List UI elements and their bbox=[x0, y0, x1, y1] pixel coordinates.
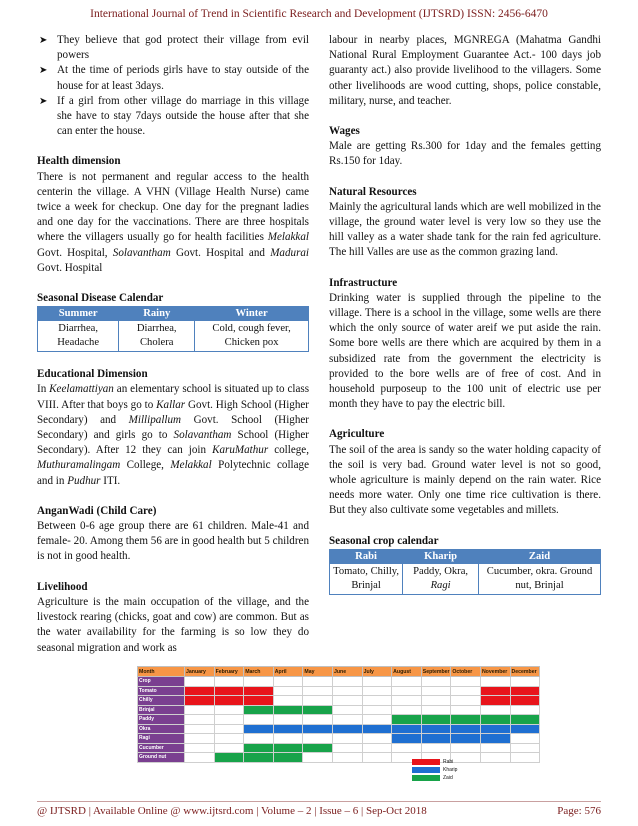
chart-cell bbox=[332, 715, 362, 725]
chart-cell bbox=[244, 753, 274, 763]
chart-row bbox=[138, 686, 540, 696]
chart-cell bbox=[480, 743, 510, 753]
chart-cell bbox=[392, 743, 422, 753]
chart-cell bbox=[332, 677, 362, 687]
chart-cell bbox=[362, 743, 392, 753]
legend-swatch bbox=[412, 775, 440, 781]
legend-swatch bbox=[412, 767, 440, 773]
agriculture-heading: Agriculture bbox=[329, 428, 385, 441]
chart-legend bbox=[412, 758, 457, 782]
chart-month-header: October bbox=[451, 667, 481, 677]
chart-month-header: March bbox=[244, 667, 274, 677]
chart-cell bbox=[510, 743, 540, 753]
page-footer bbox=[37, 801, 601, 817]
legend-item bbox=[412, 774, 457, 782]
list-item: ➤ If a girl from other village do marriage in this village she have to stay 7days outside the house after that she can enter the house. bbox=[39, 94, 309, 138]
chart-cell bbox=[332, 743, 362, 753]
chart-cell bbox=[451, 705, 481, 715]
legend-swatch bbox=[412, 759, 440, 765]
chart-row bbox=[138, 734, 540, 744]
table-cell: Paddy, Okra, Ragi bbox=[403, 563, 479, 594]
legend-label: Kharip bbox=[443, 767, 458, 773]
chart-cell bbox=[421, 724, 451, 734]
chart-cell bbox=[244, 705, 274, 715]
chart-cell bbox=[421, 715, 451, 725]
chart-cell bbox=[303, 753, 333, 763]
chart-cell bbox=[421, 734, 451, 744]
agriculture-paragraph: The soil of the area is sandy so the water holding capacity of the soil is very bad. Ground water level is not so good, whole agriculture is mainly depend on the rain water. Rice needs more water. Only one time rice cultivation is there. But they also cultivate some vegetables and millets. bbox=[329, 443, 601, 517]
chart-month-header: November bbox=[480, 667, 510, 677]
chart-row-label: Ground nut bbox=[138, 753, 185, 763]
chart-cell bbox=[214, 705, 244, 715]
chart-cell bbox=[303, 677, 333, 687]
chart-cell bbox=[214, 734, 244, 744]
chart-row-label: Ragi bbox=[138, 734, 185, 744]
chart-cell bbox=[273, 753, 303, 763]
chart-cell bbox=[332, 686, 362, 696]
chart-cell bbox=[510, 677, 540, 687]
chart-row bbox=[138, 753, 540, 763]
table-header: Winter bbox=[195, 307, 309, 321]
chart-row bbox=[138, 743, 540, 753]
crop-calendar-table bbox=[329, 549, 601, 595]
chart-cell bbox=[362, 715, 392, 725]
chart-cell bbox=[362, 705, 392, 715]
chart-cell bbox=[244, 743, 274, 753]
table-cell: Diarrhea, Headache bbox=[38, 321, 119, 352]
chart-cell bbox=[510, 734, 540, 744]
chart-cell bbox=[303, 724, 333, 734]
table-header: Rabi bbox=[330, 549, 403, 563]
chart-header-month: Month bbox=[138, 667, 185, 677]
custom-bullets bbox=[37, 33, 309, 139]
education-heading: Educational Dimension bbox=[37, 368, 148, 381]
left-column bbox=[37, 33, 309, 656]
chart-cell bbox=[244, 677, 274, 687]
chart-cell bbox=[362, 686, 392, 696]
list-item: ➤ They believe that god protect their village from evil powers bbox=[39, 34, 309, 62]
labour-paragraph: labour in nearby places, MGNREGA (Mahatma Gandhi National Rural Employment Guarantee Act.- 100 days job guaranty act.) also provide livelihood to the villagers. Some other livelihoods are wood cutting, shops, police constable, military, nurse, and teacher. bbox=[329, 34, 601, 107]
chart-cell bbox=[480, 734, 510, 744]
chart-cell bbox=[510, 753, 540, 763]
chart-month-header: May bbox=[303, 667, 333, 677]
chart-cell bbox=[392, 677, 422, 687]
anganwadi-paragraph: Between 0-6 age group there are 61 children. Male-41 and female- 20. Among them 56 are in good health but 5 children is not in good health. bbox=[37, 520, 309, 563]
chart-row-label: Crop bbox=[138, 677, 185, 687]
arrow-bullet-icon: ➤ bbox=[39, 65, 48, 77]
legend-item bbox=[412, 758, 457, 766]
chart-cell bbox=[185, 734, 215, 744]
chart-cell bbox=[362, 724, 392, 734]
chart-cell bbox=[392, 734, 422, 744]
chart-month-header: July bbox=[362, 667, 392, 677]
table-header: Kharip bbox=[403, 549, 479, 563]
arrow-bullet-icon: ➤ bbox=[39, 95, 48, 107]
chart-cell bbox=[185, 696, 215, 706]
chart-cell bbox=[214, 715, 244, 725]
chart-cell bbox=[392, 686, 422, 696]
chart-cell bbox=[421, 705, 451, 715]
chart-cell bbox=[332, 753, 362, 763]
chart-cell bbox=[273, 677, 303, 687]
footer-info: @ IJTSRD | Available Online @ www.ijtsrd.com | Volume – 2 | Issue – 6 | Sep-Oct 2018 bbox=[37, 805, 427, 817]
chart-row-label: Cucumber bbox=[138, 743, 185, 753]
infrastructure-heading: Infrastructure bbox=[329, 276, 398, 289]
chart-cell bbox=[332, 696, 362, 706]
chart-cell bbox=[273, 705, 303, 715]
chart-cell bbox=[244, 696, 274, 706]
arrow-bullet-icon: ➤ bbox=[39, 35, 48, 46]
natural-resources-heading: Natural Resources bbox=[329, 185, 417, 198]
chart-month-header: September bbox=[422, 668, 450, 675]
chart-cell bbox=[421, 743, 451, 753]
chart-cell bbox=[214, 743, 244, 753]
right-column bbox=[329, 33, 601, 595]
chart-cell bbox=[303, 715, 333, 725]
chart-month-header: June bbox=[332, 667, 362, 677]
crop-calendar-heading: Seasonal crop calendar bbox=[329, 534, 439, 547]
chart-cell bbox=[185, 753, 215, 763]
chart-row bbox=[138, 715, 540, 725]
chart-cell bbox=[392, 724, 422, 734]
chart-cell bbox=[510, 696, 540, 706]
table-header: Summer bbox=[38, 307, 119, 321]
chart-cell bbox=[421, 686, 451, 696]
chart-cell bbox=[332, 705, 362, 715]
chart-cell bbox=[244, 715, 274, 725]
chart-cell bbox=[510, 724, 540, 734]
crop-month-table bbox=[137, 666, 540, 763]
livelihood-heading: Livelihood bbox=[37, 580, 88, 593]
chart-month-header: August bbox=[392, 667, 422, 677]
chart-cell bbox=[303, 734, 333, 744]
anganwadi-heading: AnganWadi (Child Care) bbox=[37, 504, 157, 517]
legend-item bbox=[412, 766, 457, 774]
chart-cell bbox=[273, 743, 303, 753]
chart-cell bbox=[362, 753, 392, 763]
journal-header: International Journal of Trend in Scientific Research and Development (IJTSRD) ISSN: 2456-6470 bbox=[90, 8, 548, 20]
chart-cell bbox=[273, 715, 303, 725]
chart-cell bbox=[303, 696, 333, 706]
chart-cell bbox=[273, 734, 303, 744]
chart-month-header: December bbox=[510, 667, 540, 677]
list-item: ➤ At the time of periods girls have to stay outside of the house for at least 3days. bbox=[39, 64, 309, 92]
natural-resources-paragraph: Mainly the agricultural lands which are well mobilized in the village, the ground water level is very low so they use the hill valley as a water shade tank for the rain fed agriculture. The hill Valles are use as the common grazing land. bbox=[329, 200, 601, 259]
chart-cell bbox=[214, 677, 244, 687]
chart-cell bbox=[451, 686, 481, 696]
chart-cell bbox=[214, 724, 244, 734]
chart-cell bbox=[185, 705, 215, 715]
legend-label: Rabi bbox=[443, 759, 454, 765]
chart-cell bbox=[480, 724, 510, 734]
table-cell: Diarrhea, Cholera bbox=[119, 321, 195, 352]
disease-calendar-heading: Seasonal Disease Calendar bbox=[37, 292, 164, 305]
chart-cell bbox=[480, 686, 510, 696]
chart-cell bbox=[510, 715, 540, 725]
chart-cell bbox=[392, 705, 422, 715]
chart-cell bbox=[362, 734, 392, 744]
chart-cell bbox=[421, 677, 451, 687]
chart-row-label: Okra bbox=[138, 724, 185, 734]
chart-cell bbox=[451, 677, 481, 687]
health-paragraph: There is not permanent and regular access to the health centerin the village. A VHN (Village Health Nurse) came twice a week for checkup. One day for the pregnant ladies and one day for the vaccinations. There are three hospitals where the villagers usually go for health facilities Melakkal Govt. Hospital, Solavantham Govt. Hospital and Madurai Govt. Hospital bbox=[37, 170, 310, 274]
infrastructure-paragraph: Drinking water is supplied through the pipeline to the village. There is a school in the village, some wells are there which the only source of water areif we put aside the rain. Some bore wells are there which are acquired by them in a subsidized rate from the government the electricity is provided to the bore wells are of free of cost. And in household purposeup to the 100 unit of electric use per month they have to pay the electric bill. bbox=[329, 291, 601, 411]
chart-cell bbox=[392, 696, 422, 706]
legend-label: Zaid bbox=[443, 775, 453, 781]
table-header: Zaid bbox=[479, 549, 601, 563]
chart-cell bbox=[480, 753, 510, 763]
chart-cell bbox=[273, 686, 303, 696]
wages-paragraph: Male are getting Rs.300 for 1day and the females getting Rs.150 for 1day. bbox=[329, 140, 601, 168]
chart-cell bbox=[185, 724, 215, 734]
chart-row bbox=[138, 696, 540, 706]
livelihood-paragraph: Agriculture is the main occupation of the village, and the livestock rearing (chicks, goat and cow) are common. But as the water availability for the farming is so low they do seasonal migration and work as bbox=[37, 595, 309, 654]
chart-row bbox=[138, 705, 540, 715]
chart-cell bbox=[273, 724, 303, 734]
disease-calendar-table bbox=[37, 306, 309, 352]
chart-row-label: Paddy bbox=[138, 715, 185, 725]
chart-cell bbox=[244, 686, 274, 696]
chart-cell bbox=[214, 686, 244, 696]
chart-cell bbox=[244, 734, 274, 744]
chart-cell bbox=[185, 743, 215, 753]
chart-row-label: Tomato bbox=[138, 686, 185, 696]
chart-cell bbox=[510, 686, 540, 696]
chart-cell bbox=[332, 724, 362, 734]
chart-cell bbox=[480, 677, 510, 687]
table-cell: Tomato, Chilly, Brinjal bbox=[330, 563, 403, 594]
chart-cell bbox=[185, 686, 215, 696]
chart-cell bbox=[392, 715, 422, 725]
table-cell: Cucumber, okra. Ground nut, Brinjal bbox=[479, 563, 601, 594]
chart-cell bbox=[244, 724, 274, 734]
chart-cell bbox=[451, 724, 481, 734]
chart-cell bbox=[303, 705, 333, 715]
chart-row bbox=[138, 724, 540, 734]
chart-cell bbox=[214, 696, 244, 706]
chart-cell bbox=[214, 753, 244, 763]
chart-cell bbox=[480, 696, 510, 706]
health-heading: Health dimension bbox=[37, 155, 121, 168]
chart-cell bbox=[451, 696, 481, 706]
wages-heading: Wages bbox=[329, 125, 360, 138]
education-paragraph: In Keelamattiyan an elementary school is situated up to class VIII. After that boys go to Kallar Govt. High School (Higher Secondary) and Millipallum Govt. School (Higher Secondary) and girls go to Solavantham School (Higher Secondary). After 12 they can join KaruMathur college, Muthuramalingam College, Melakkal Polytechnic collage and in Pudhur ITI. bbox=[37, 383, 310, 487]
chart-cell bbox=[510, 705, 540, 715]
chart-cell bbox=[303, 686, 333, 696]
table-header: Rainy bbox=[119, 307, 195, 321]
chart-cell bbox=[451, 743, 481, 753]
chart-cell bbox=[421, 696, 451, 706]
chart-month-header: April bbox=[273, 667, 303, 677]
chart-cell bbox=[480, 705, 510, 715]
chart-cell bbox=[303, 743, 333, 753]
chart-cell bbox=[362, 696, 392, 706]
chart-cell bbox=[332, 734, 362, 744]
chart-month-header: January bbox=[185, 667, 215, 677]
chart-cell bbox=[480, 715, 510, 725]
chart-row-label: Brinjal bbox=[138, 705, 185, 715]
page-number: Page: 576 bbox=[557, 805, 601, 817]
chart-cell bbox=[273, 696, 303, 706]
table-cell: Cold, cough fever, Chicken pox bbox=[195, 321, 309, 352]
chart-row-label: Chilly bbox=[138, 696, 185, 706]
chart-cell bbox=[451, 715, 481, 725]
chart-cell bbox=[362, 677, 392, 687]
chart-cell bbox=[185, 677, 215, 687]
chart-month-header: February bbox=[214, 667, 244, 677]
chart-cell bbox=[451, 734, 481, 744]
chart-cell bbox=[185, 715, 215, 725]
